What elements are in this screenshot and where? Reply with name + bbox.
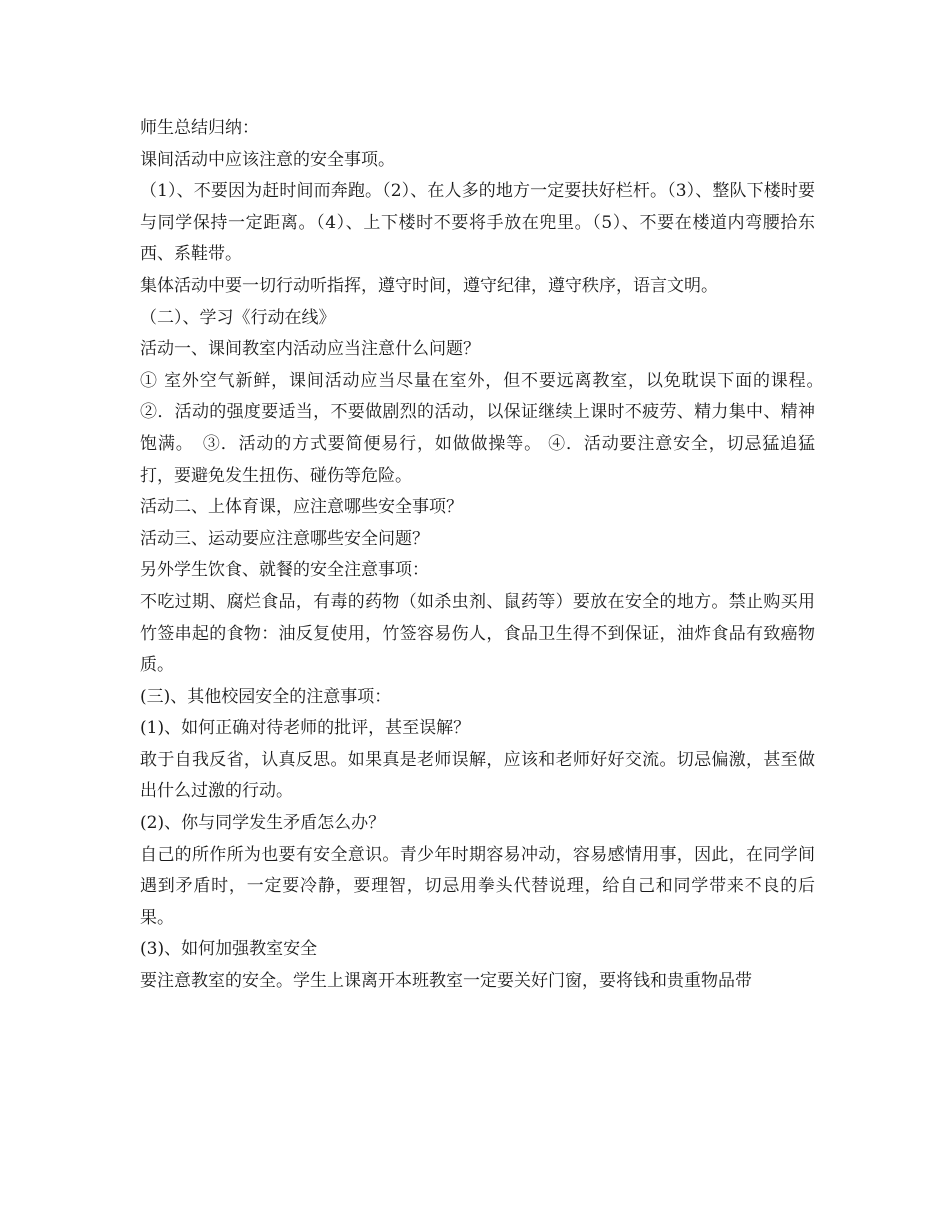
section-3-heading: (三)、其他校园安全的注意事项：	[140, 686, 392, 707]
answer-1: 敢于自我反省，认真反思。如果真是老师误解，应该和老师好好交流。切忌偏激，甚至做出什么过激的行动。	[140, 749, 815, 802]
break-safety-heading: 课间活动中应该注意的安全事项。	[140, 149, 395, 170]
group-activity-rule: 集体活动中要一切行动听指挥，遵守时间，遵守纪律，遵守秩序，语言文明。	[140, 275, 718, 296]
question-2: (2)、你与同学发生矛盾怎么办？	[140, 813, 386, 834]
question-1: (1)、如何正确对待老师的批评，甚至误解？	[140, 718, 471, 739]
answer-2: 自己的所作所为也要有安全意识。青少年时期容易冲动，容易感情用事，因此，在同学间遇到矛盾时，一定要冷静，要理智，切忌用拳头代替说理，给自己和同学带来不良的后果。	[140, 844, 815, 928]
question-3: (3)、如何加强教室安全	[140, 939, 318, 960]
summary-heading: 师生总结归纳：	[140, 118, 259, 138]
food-safety-heading: 另外学生饮食、就餐的安全注意事项：	[140, 560, 429, 581]
activity-3-question: 活动三、运动要应注意哪些安全问题？	[140, 528, 429, 549]
break-safety-rules: （1）、不要因为赶时间而奔跑。（2）、在人多的地方一定要扶好栏杆。（3）、整队下楼时要与同学保持一定距离。（4）、上下楼时不要将手放在兜里。（5）、不要在楼道内弯腰拾东西、系鞋带。	[140, 181, 815, 265]
section-2-heading: （二）、学习《行动在线》	[140, 307, 336, 328]
activity-1-answer: ① 室外空气新鲜，课间活动应当尽量在室外，但不要远离教室，以免耽误下面的课程。 ②．活动的强度要适当，不要做剧烈的活动，以保证继续上课时不疲劳、精力集中、精神饱满。 ③．活动的方式要简便易行，如做做操等。 ④．活动要注意安全，切忌猛追猛打，要避免发生扭伤、碰伤等危险。	[140, 370, 855, 486]
activity-2-question: 活动二、上体育课，应注意哪些安全事项？	[140, 497, 463, 518]
document-body	[140, 113, 855, 998]
food-safety-text: 不吃过期、腐烂食品，有毒的药物（如杀虫剂、鼠药等）要放在安全的地方。禁止购买用竹签串起的食物：油反复使用，竹签容易伤人，食品卫生得不到保证，油炸食品有致癌物质。	[140, 591, 815, 676]
answer-3: 要注意教室的安全。学生上课离开本班教室一定要关好门窗，要将钱和贵重物品带	[140, 971, 752, 992]
activity-1-question: 活动一、课间教室内活动应当注意什么问题？	[140, 339, 480, 360]
